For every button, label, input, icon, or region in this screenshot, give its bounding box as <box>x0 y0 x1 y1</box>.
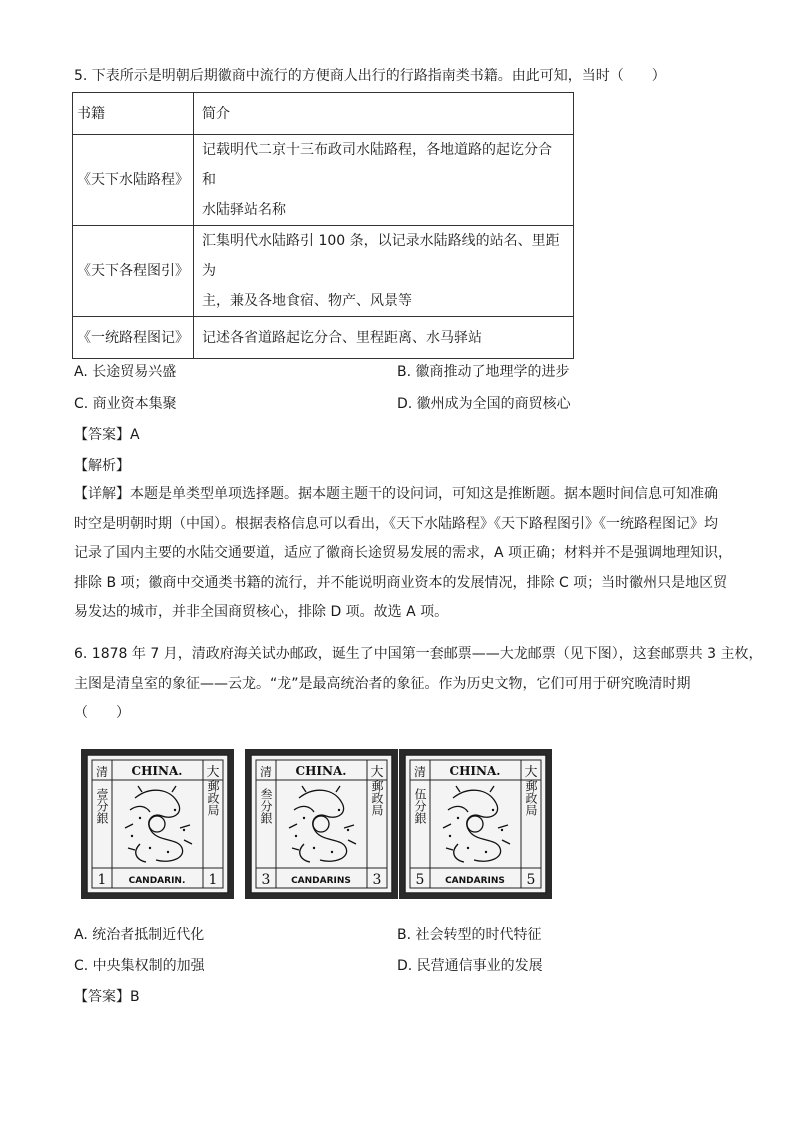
intro-line: 记述各省道路起讫分合、里程距离、水马驿站 <box>202 329 482 346</box>
detail-line: 排除 B 项；徽商中交通类书籍的流行，并不能说明商业资本的发展情况，排除 C 项；当时徽州只是地区贸 <box>74 574 728 591</box>
table-cell-intro <box>194 317 574 359</box>
stamp-left-column: 伍分銀 <box>413 788 427 824</box>
stamp-corner-right: 大 <box>524 765 538 780</box>
intro-line: 汇集明代水陆路引 100 条，以记录水陆路线的站名、里距为 <box>202 233 560 279</box>
stamp-value-right: 5 <box>526 872 536 888</box>
q5-option-b: B. 徽商推动了地理学的进步 <box>397 364 570 380</box>
q5-option-d: D. 徽州成为全国的商贸核心 <box>397 396 571 412</box>
q6-option-d: D. 民营通信事业的发展 <box>397 958 543 974</box>
table-cell-book: 《一统路程图记》 <box>73 317 194 359</box>
table-cell-intro <box>194 135 574 226</box>
detail-line: 记录了国内主要的水陆交通要道，适应了徽商长途贸易发展的需求，A 项正确；材料并不是强调地理知识， <box>74 545 733 561</box>
stamp-corner-left: 清 <box>259 765 273 779</box>
table-row <box>73 317 574 359</box>
detail-line: 【详解】本题是单类型单项选择题。据本题主题干的设问词，可知这是推断题。据本题时间信息可知准确 <box>74 486 718 502</box>
detail-line: 易发达的城市，并非全国商贸核心，排除 D 项。故选 A 项。 <box>74 604 449 620</box>
q5-option-a: A. 长途贸易兴盛 <box>74 364 177 380</box>
stamp-right-column: 郵政局 <box>370 780 384 816</box>
stamp-corner-left: 清 <box>413 765 427 779</box>
stamp-value-left: 5 <box>415 872 425 888</box>
q6-answer: 【答案】B <box>74 989 140 1005</box>
intro-line: 水陆驿站名称 <box>202 202 286 218</box>
q6-option-b: B. 社会转型的时代特征 <box>397 927 542 943</box>
q6-option-c: C. 中央集权制的加强 <box>74 958 205 974</box>
q6-stem <box>74 640 763 729</box>
dragon-stamps-figure <box>80 748 540 904</box>
dragon-stamp-5 <box>398 748 553 900</box>
stamp-top-text: CHINA. <box>449 764 501 778</box>
table-header-intro: 简介 <box>194 93 574 135</box>
stem-line: 6. 1878 年 7 月，清政府海关试办邮政，诞生了中国第一套邮票——大龙邮票（见下图），这套邮票共 3 主枚， <box>74 646 763 662</box>
stamp-value-right: 3 <box>372 872 382 888</box>
stamp-top-text: CHINA. <box>131 764 183 778</box>
stamp-value-left: 3 <box>261 872 271 888</box>
q6-option-a: A. 统治者抵制近代化 <box>74 927 205 943</box>
table-cell-book: 《天下水陆路程》 <box>73 135 194 226</box>
stamp-bottom-text: CANDARINS <box>291 876 351 886</box>
detail-line: 时空是明朝时期（中国）。根据表格信息可以看出，《天下水陆路程》《天下路程图引》《一统路程图记》均 <box>74 515 718 532</box>
intro-line: 记载明代二京十三布政司水陆路程，各地道路的起讫分合和 <box>202 142 552 188</box>
q5-stem: 5. 下表所示是明朝后期徽商中流行的方便商人出行的行路指南类书籍。由此可知，当时（ ） <box>74 68 666 84</box>
table-header-book: 书籍 <box>73 93 194 135</box>
q5-answer: 【答案】A <box>74 427 140 443</box>
table-row <box>73 226 574 317</box>
stamp-corner-right: 大 <box>370 765 384 780</box>
intro-line: 主，兼及各地食宿、物产、风景等 <box>202 293 412 309</box>
stamp-top-text: CHINA. <box>295 764 347 778</box>
table-cell-book: 《天下各程图引》 <box>73 226 194 317</box>
table-row <box>73 135 574 226</box>
stamp-corner-right: 大 <box>206 765 220 780</box>
stamp-corner-left: 清 <box>95 765 109 779</box>
stem-line: （ ） <box>74 705 130 721</box>
stamp-value-right: 1 <box>208 872 218 888</box>
q5-option-c: C. 商业资本集聚 <box>74 396 177 412</box>
stamp-bottom-text: CANDARINS <box>445 876 505 886</box>
dragon-stamp-1 <box>80 748 235 900</box>
table-header-row <box>73 93 574 135</box>
books-table <box>72 92 574 359</box>
q5-analysis-tag: 【解析】 <box>74 458 130 474</box>
stem-line: 主图是清皇室的象征——云龙。“龙”是最高统治者的象征。作为历史文物，它们可用于研究晚清时期 <box>74 675 691 692</box>
stamp-left-column: 叁分銀 <box>259 788 273 824</box>
q5-detail <box>74 480 733 628</box>
stamp-right-column: 郵政局 <box>206 780 220 816</box>
dragon-stamp-3 <box>244 748 399 900</box>
stamp-left-column: 壹分銀 <box>95 788 109 824</box>
stamp-value-left: 1 <box>97 872 107 888</box>
table-cell-intro <box>194 226 574 317</box>
stamp-right-column: 郵政局 <box>524 780 538 816</box>
stamp-bottom-text: CANDARIN. <box>128 876 186 886</box>
